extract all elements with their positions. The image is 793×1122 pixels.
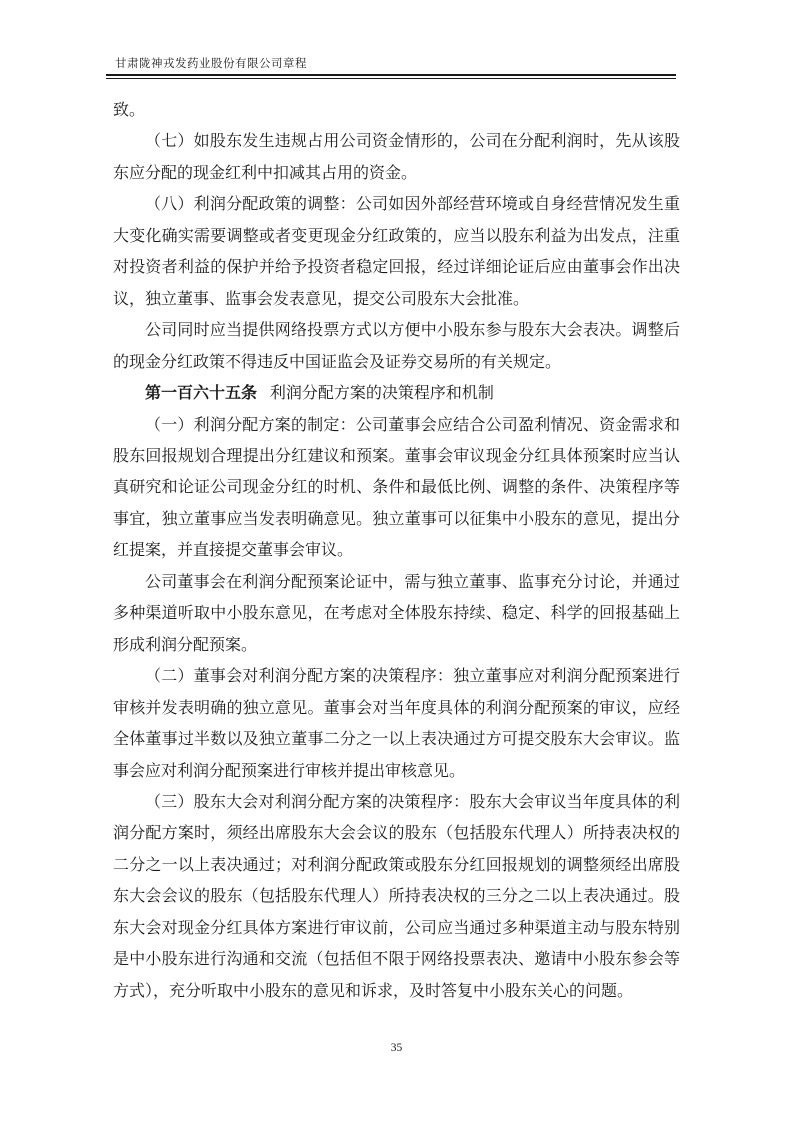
paragraph: （二）董事会对利润分配方案的决策程序：独立董事应对利润分配预案进行审核并发表明确的独立意见。董事会对当年度具体的利润分配预案的审议，应经全体董事过半数以及独立董事二分之一以上表决通过方可提交股东大会审议。监事会应对利润分配预案进行审核并提出审核意见。 <box>113 668 680 780</box>
page-number: 35 <box>390 1042 403 1054</box>
paragraph: 致。 <box>113 102 146 119</box>
paragraph: 公司董事会在利润分配预案论证中，需与独立董事、监事充分讨论，并通过多种渠道听取中小股东意见，在考虑对全体股东持续、稳定、科学的回报基础上形成利润分配预案。 <box>113 573 680 654</box>
paragraph: （三）股东大会对利润分配方案的决策程序：股东大会审议当年度具体的利润分配方案时，须经出席股东大会会议的股东（包括股东代理人）所持表决权的二分之一以上表决通过；对利润分配政策或股东分红回报规划的调整须经出席股东大会会议的股东（包括股东代理人）所持表决权的三分之二以上表决通过。股东大会对现金分红具体方案进行审议前，公司应当通过多种渠道主动与股东特别是中小股东进行沟通和交流（包括但不限于网络投票表决、邀请中小股东参会等方式），充分听取中小股东的意见和诉求，及时答复中小股东关心的问题。 <box>113 793 680 1000</box>
document-body <box>113 95 680 1007</box>
article-title: 利润分配方案的决策程序和机制 <box>269 385 494 403</box>
header-divider-rule <box>106 74 676 79</box>
article-number: 第一百六十五条 <box>145 385 258 403</box>
page-header-title: 甘肃陇神戎发药业股份有限公司章程 <box>115 58 307 70</box>
paragraph: （七）如股东发生违规占用公司资金情形的，公司在分配利润时，先从该股东应分配的现金红利中扣减其占用的资金。 <box>113 133 680 182</box>
paragraph: 公司同时应当提供网络投票方式以方便中小股东参与股东大会表决。调整后的现金分红政策不得违反中国证监会及证券交易所的有关规定。 <box>113 322 680 371</box>
paragraph: （一）利润分配方案的制定：公司董事会应结合公司盈利情况、资金需求和股东回报规划合理提出分红建议和预案。董事会审议现金分红具体预案时应当认真研究和论证公司现金分红的时机、条件和最低比例、调整的条件、决策程序等事宜，独立董事应当发表明确意见。独立董事可以征集中小股东的意见，提出分红提案，并直接提交董事会审议。 <box>113 416 680 560</box>
article-heading <box>113 378 680 409</box>
paragraph: （八）利润分配政策的调整：公司如因外部经营环境或自身经营情况发生重大变化确实需要调整或者变更现金分红政策的，应当以股东利益为出发点，注重对投资者利益的保护并给予投资者稳定回报，经过详细论证后应由董事会作出决议，独立董事、监事会发表意见，提交公司股东大会批准。 <box>113 196 680 308</box>
